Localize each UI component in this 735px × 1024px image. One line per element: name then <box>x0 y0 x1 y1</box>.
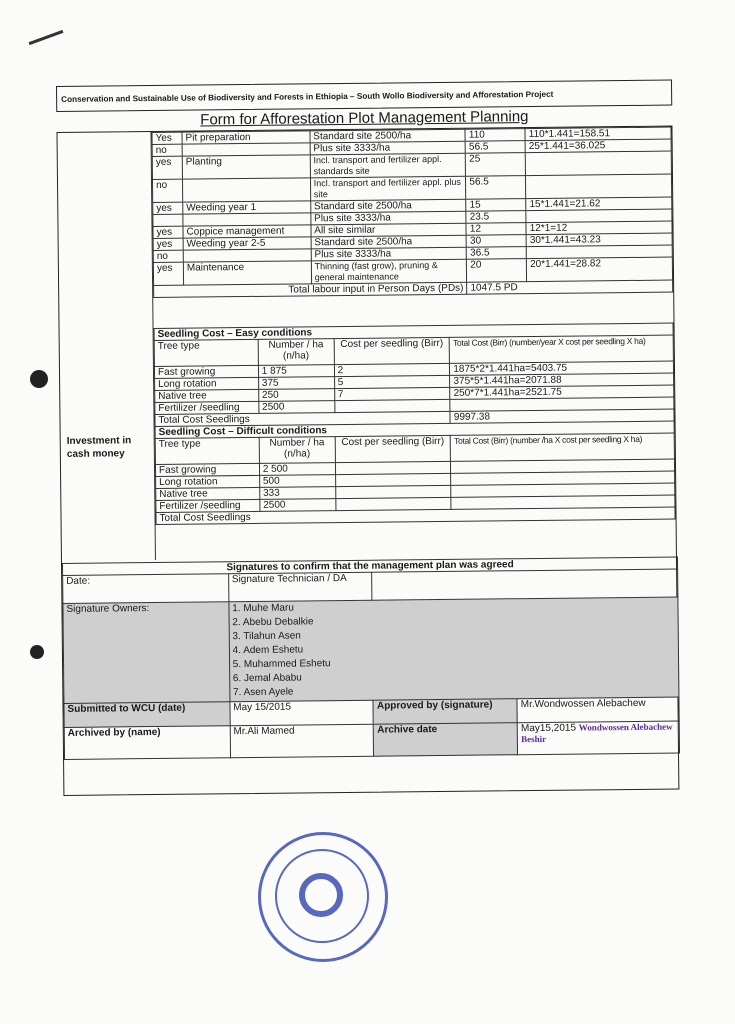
labour-person-days: 56.5 <box>466 176 526 200</box>
labour-calculation <box>526 174 672 199</box>
official-stamp <box>258 832 388 962</box>
punch-hole-upper <box>30 370 48 388</box>
easy-heading: Seedling Cost – Easy conditions <box>154 323 673 340</box>
approved-value: Mr.Wondwossen Alebachew <box>517 697 679 723</box>
archive-date-cell <box>517 721 679 755</box>
punch-hole-lower <box>30 645 44 659</box>
easy-cost: 2 <box>334 363 450 376</box>
labour-description: Standard site 2500/ha <box>311 235 467 249</box>
difficult-col-total: Total Cost (Birr) (number /ha X cost per seedling X ha) <box>451 433 675 461</box>
submitted-label: Submitted to WCU (date) <box>64 702 230 728</box>
labour-calculation: 12*1=12 <box>526 221 672 235</box>
labour-description: Standard site 2500/ha <box>310 129 466 143</box>
labour-activity: Pit preparation <box>182 131 310 144</box>
difficult-tree-type: Native tree <box>156 487 260 500</box>
labour-total-value: 1047.5 PD <box>467 280 673 294</box>
owner-name: 4. Adem Eshetu <box>232 644 304 657</box>
form-frame <box>56 126 679 796</box>
easy-cost: 7 <box>334 387 450 400</box>
owners-label: Signature Owners: <box>63 602 230 704</box>
owner-name: 7. Asen Ayele <box>232 686 294 699</box>
labour-person-days: 110 <box>465 129 525 142</box>
labour-calculation: 15*1.441=21.62 <box>526 197 672 211</box>
labour-person-days: 36.5 <box>467 247 527 260</box>
difficult-heading: Seedling Cost – Difficult conditions <box>155 421 674 438</box>
seedling-cost-table <box>154 323 676 525</box>
archived-value: Mr.Ali Mamed <box>230 724 374 758</box>
date-label: Date: <box>63 574 229 604</box>
labour-calculation: 110*1.441=158.51 <box>525 127 671 141</box>
labour-description: All site similar <box>311 223 467 237</box>
labour-description: Incl. transport and fertilizer appl. plus site <box>310 176 466 201</box>
labour-activity: Weeding year 1 <box>183 201 311 214</box>
owner-name: 2. Abebu Debalkie <box>232 616 314 629</box>
signatures-heading: Signatures to confirm that the management plan was agreed <box>63 557 678 575</box>
labour-yes-no: yes <box>153 202 183 214</box>
difficult-tree-type: Long rotation <box>156 475 260 488</box>
technician-label: Signature Technician / DA <box>228 572 372 602</box>
difficult-col-cost: Cost per seedling (Birr) <box>335 435 451 462</box>
labour-description: Plus site 3333/ha <box>311 211 467 225</box>
difficult-tree-type: Fertilizer /seedling <box>156 499 260 512</box>
labour-yes-no: no <box>153 250 183 262</box>
labour-activity: Planting <box>182 155 310 179</box>
labour-description: Plus site 3333/ha <box>311 247 467 261</box>
labour-activity <box>182 178 310 202</box>
labour-activity: Coppice management <box>183 225 311 238</box>
technician-signature-cell <box>372 569 678 600</box>
easy-tree-type: Native tree <box>155 389 259 402</box>
labour-calculation: 30*1.441=43.23 <box>526 233 672 247</box>
project-header: Conservation and Sustainable Use of Biodiversity and Forests in Ethiopia – South Wollo Biodiversity and Afforestation Project <box>56 80 672 112</box>
labour-table <box>151 127 673 298</box>
difficult-tree-type: Fast growing <box>155 463 259 476</box>
labour-description: Standard site 2500/ha <box>310 199 466 213</box>
labour-total-label: Total labour input in Person Days (PDs) <box>154 282 467 297</box>
easy-total: 250*7*1.441ha=2521.75 <box>450 385 674 399</box>
labour-calculation: 25*1.441=36.025 <box>525 139 671 153</box>
labour-person-days: 12 <box>466 223 526 236</box>
labour-yes-no: yes <box>153 226 183 238</box>
labour-activity: Weeding year 2-5 <box>183 237 311 250</box>
archived-label: Archived by (name) <box>64 726 230 760</box>
labour-yes-no: yes <box>153 262 183 285</box>
investment-column <box>60 328 156 561</box>
easy-total-label: Total Cost Seedlings <box>155 411 450 426</box>
approved-label: Approved by (signature) <box>373 699 517 725</box>
easy-col-cost: Cost per seedling (Birr) <box>334 337 450 364</box>
owner-name: 1. Muhe Maru <box>232 602 294 615</box>
labour-yes-no: yes <box>153 238 183 250</box>
investment-label: Investment in cash money <box>66 435 132 460</box>
labour-person-days: 25 <box>466 153 526 177</box>
owners-list <box>229 597 679 702</box>
easy-number: 375 <box>258 377 334 390</box>
easy-tree-type: Long rotation <box>155 377 259 390</box>
difficult-number: 2500 <box>260 499 336 512</box>
labour-activity: Maintenance <box>183 261 311 285</box>
signature-table <box>62 557 680 760</box>
owner-name: 5. Muhammed Eshetu <box>232 658 331 671</box>
labour-yes-no: Yes <box>152 132 182 144</box>
easy-col-number: Number / ha (n/ha) <box>258 339 334 366</box>
easy-tree-type: Fertilizer /seedling <box>155 401 259 414</box>
stamp-emblem <box>299 873 343 917</box>
easy-total: 1875*2*1.441ha=5403.75 <box>450 361 674 375</box>
difficult-col-number: Number / ha (n/ha) <box>259 437 335 464</box>
easy-col-total: Total Cost (Birr) (number/year X cost per seedling X ha) <box>450 335 674 363</box>
labour-description: Thinning (fast grow), pruning & general maintenance <box>311 259 467 284</box>
form-document <box>56 80 681 796</box>
easy-number: 1 875 <box>258 365 334 378</box>
labour-description: Plus site 3333/ha <box>310 141 466 155</box>
submitted-value: May 15/2015 <box>230 700 374 726</box>
easy-cost: 5 <box>334 375 450 388</box>
labour-yes-no <box>153 214 183 226</box>
labour-person-days: 23.5 <box>466 211 526 224</box>
owner-name: 6. Jemal Ababu <box>232 672 302 685</box>
difficult-number: 2 500 <box>259 463 335 476</box>
labour-calculation <box>525 151 671 176</box>
difficult-total-label: Total Cost Seedlings <box>156 507 675 524</box>
labour-yes-no: yes <box>152 156 182 179</box>
owner-name: 3. Tilahun Asen <box>232 630 301 643</box>
form-title: Form for Afforestation Plot Management Planning <box>200 108 529 129</box>
labour-left-column <box>57 132 153 329</box>
labour-person-days: 15 <box>466 199 526 212</box>
archive-date-value: May15,2015 <box>520 722 577 735</box>
labour-yes-no: no <box>152 144 182 156</box>
labour-person-days: 56.5 <box>465 141 525 154</box>
easy-number: 250 <box>258 389 334 402</box>
difficult-number: 500 <box>259 475 335 488</box>
archive-date-label: Archive date <box>374 723 518 757</box>
labour-person-days: 20 <box>467 259 527 283</box>
easy-total-value: 9997.38 <box>450 409 674 423</box>
difficult-number: 333 <box>259 487 335 500</box>
handwritten-signature: Wondwossen Alebachew Beshir <box>521 721 673 745</box>
easy-number: 2500 <box>259 401 335 414</box>
labour-description: Incl. transport and fertilizer appl. standards site <box>310 153 466 178</box>
easy-total: 375*5*1.441ha=2071.88 <box>450 373 674 387</box>
pen-mark <box>29 30 64 45</box>
labour-person-days: 30 <box>466 235 526 248</box>
easy-col-tree: Tree type <box>154 339 258 366</box>
easy-tree-type: Fast growing <box>154 365 258 378</box>
labour-yes-no: no <box>152 179 182 202</box>
difficult-col-tree: Tree type <box>155 437 259 464</box>
labour-calculation: 20*1.441=28.82 <box>527 257 673 282</box>
